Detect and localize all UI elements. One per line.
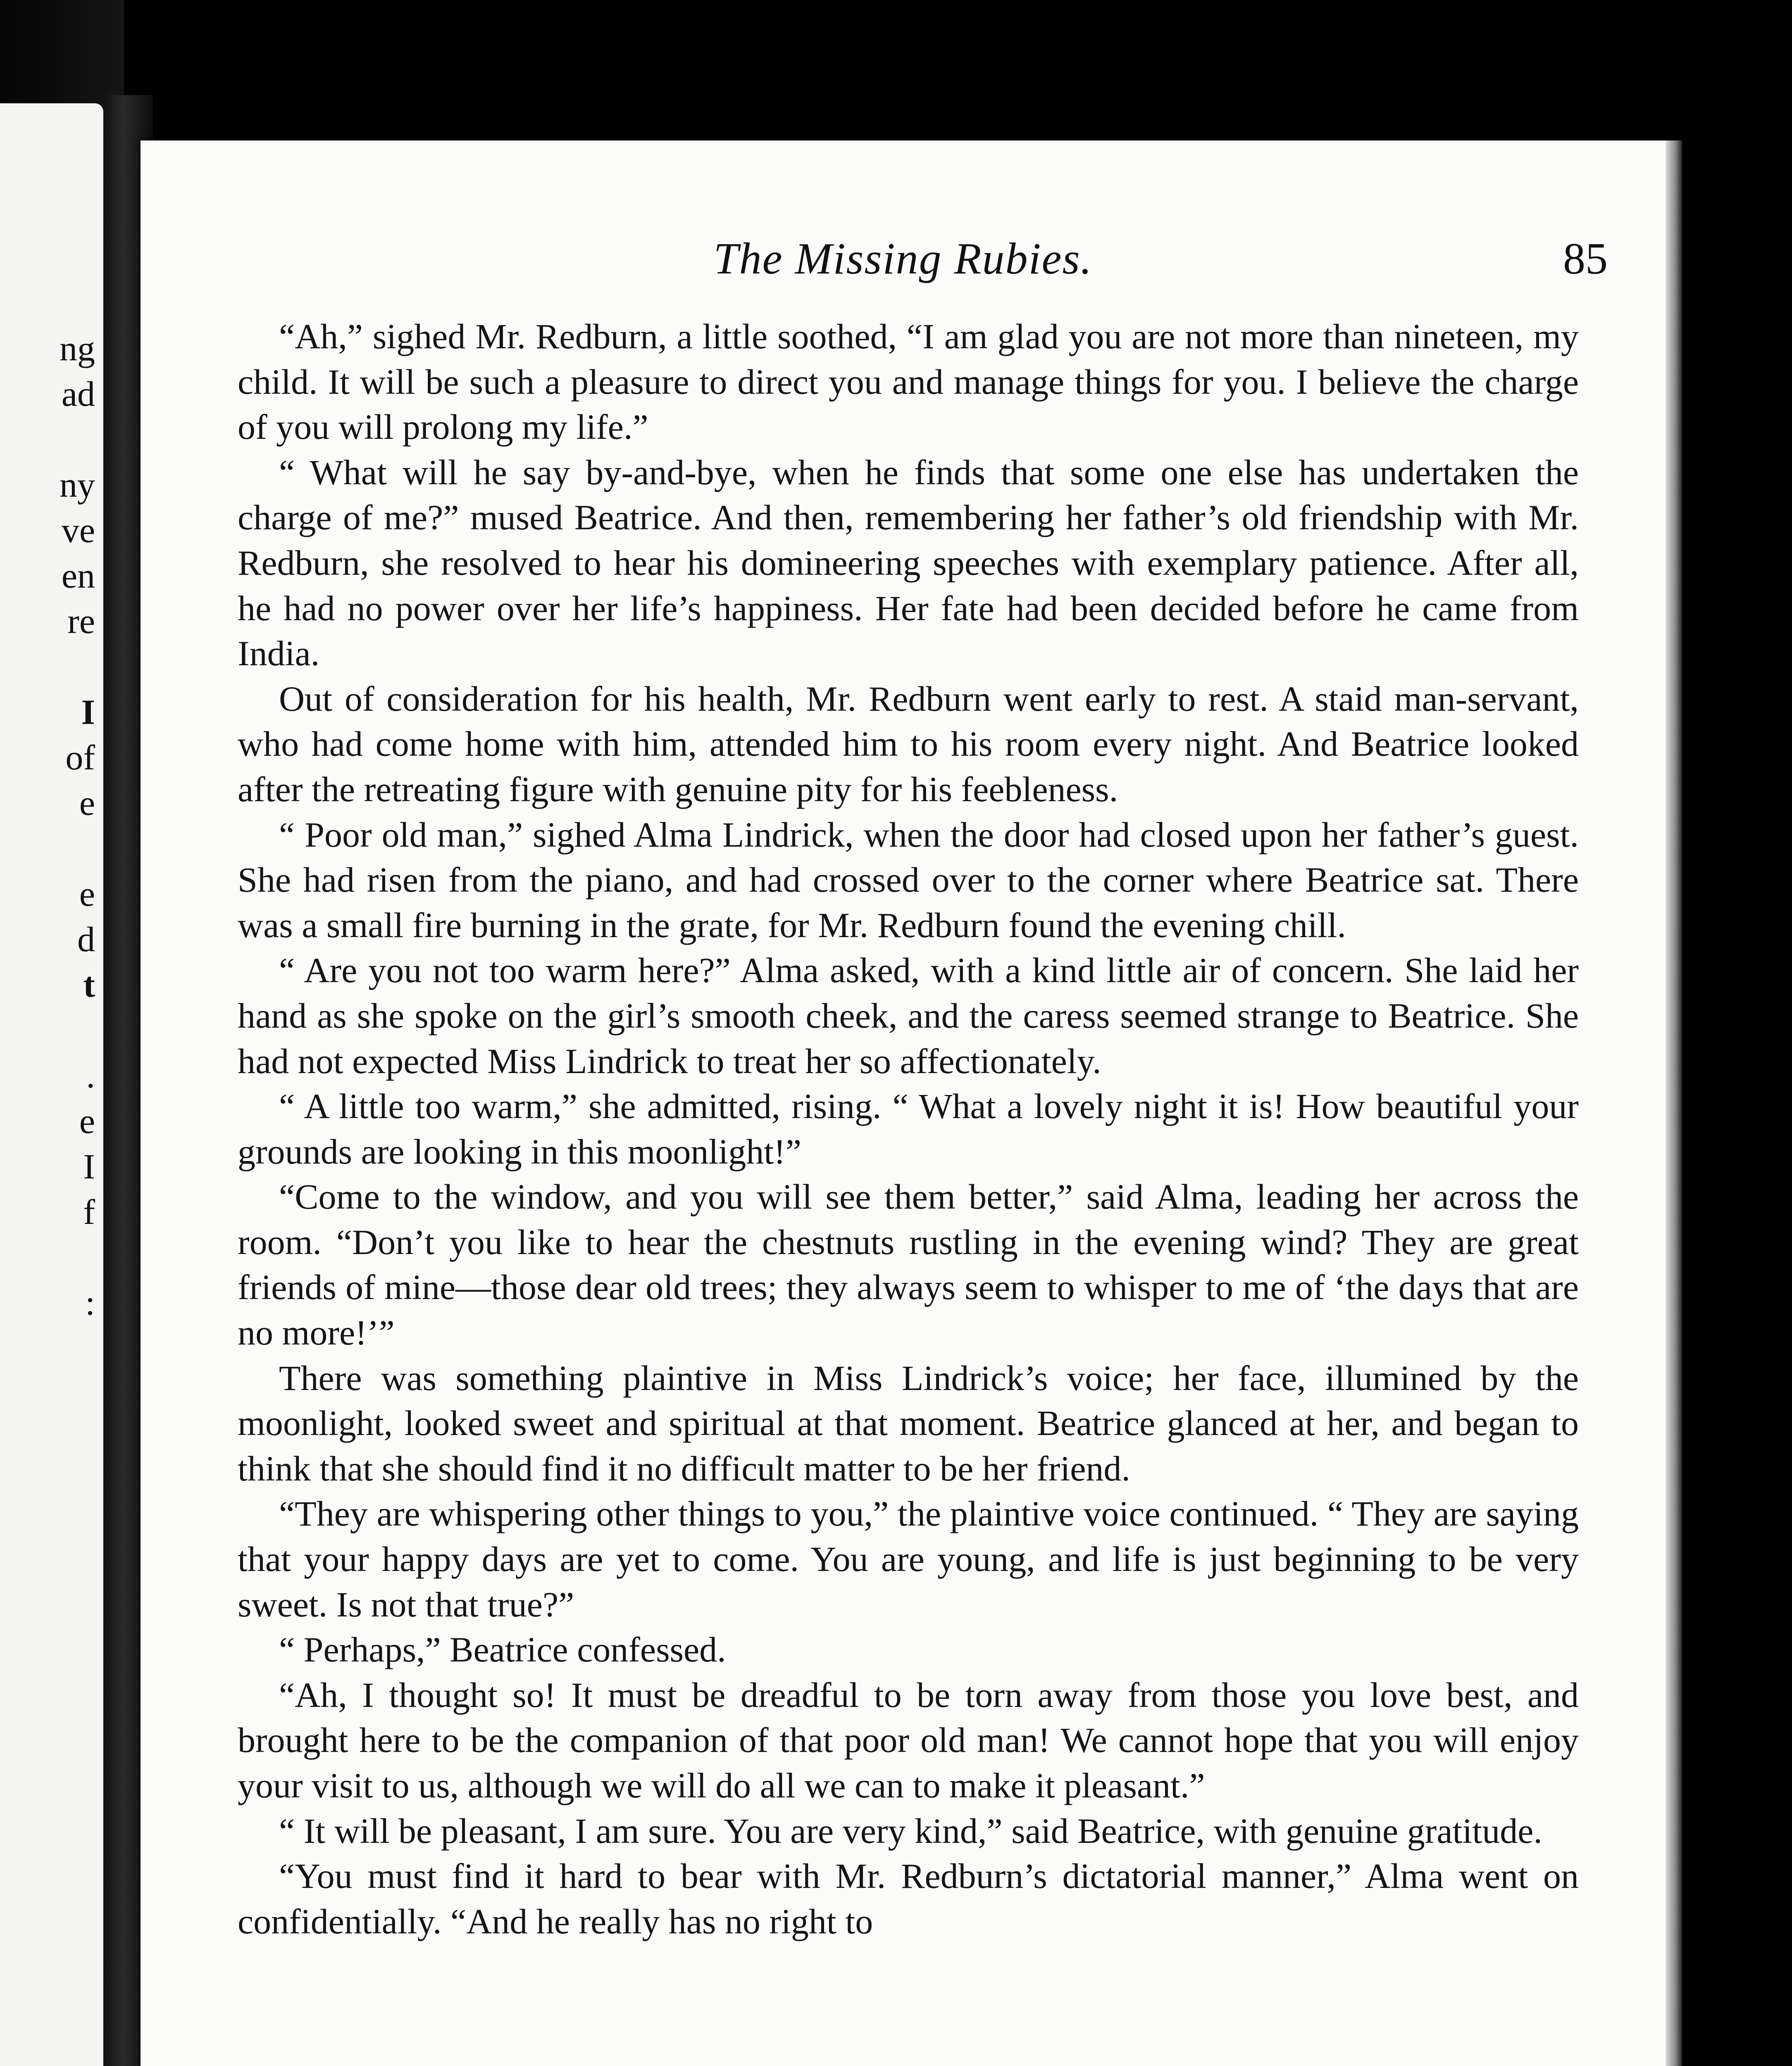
book-page bbox=[141, 140, 1666, 2066]
page-edge-shadow bbox=[1666, 140, 1682, 2066]
left-page-text: : bbox=[85, 1283, 95, 1323]
left-page-text: en bbox=[61, 556, 95, 595]
paragraph: “Come to the window, and you will see them better,” said Alma, leading her across the room. “Don’t you like to hear the chestnuts rustling in the evening wind? They are great friends of mine—those dear old trees; they always seem to whisper to me of ‘the days that are no more!’” bbox=[238, 1177, 1579, 1353]
left-page-text: f bbox=[83, 1192, 95, 1232]
paragraph: “ Are you not too warm here?” Alma asked, with a kind little air of concern. She laid her hand as she spoke on the girl’s smooth cheek, and the caress seemed strange to Beatrice. She had not expected Miss Lindrick to treat her so affectionately. bbox=[238, 950, 1579, 1081]
paragraph: “ Poor old man,” sighed Alma Lindrick, when the door had closed upon her father’s guest. She had risen from the piano, and had crossed over to the corner where Beatrice sat. There was a small fire burning in the grate, for Mr. Redburn found the evening chill. bbox=[238, 814, 1579, 945]
paragraph: “They are whispering other things to you,” the plaintive voice continued. “ They are saying that your happy days are yet to come. You are young, and life is just beginning to be very sweet. Is not that true?” bbox=[238, 1494, 1579, 1624]
left-page-text: e bbox=[79, 783, 95, 823]
left-page-text: ve bbox=[61, 510, 95, 550]
left-page-text: . bbox=[86, 1056, 95, 1095]
left-page-text: d bbox=[77, 919, 95, 959]
left-page-text: I bbox=[83, 1147, 95, 1186]
paragraph: “ What will he say by-and-bye, when he finds that some one else has undertaken the charge of me?” mused Beatrice. And then, remembering her father’s old friendship with Mr. Redburn, she resolved to hear his domineering speeches with exemplary patience. After all, he had no power over her life’s happiness. Her fate had been decided before he came from India. bbox=[238, 452, 1579, 674]
left-page-fragment bbox=[0, 103, 103, 2066]
left-page-text: t bbox=[83, 965, 95, 1004]
page-number: 85 bbox=[1563, 234, 1608, 283]
left-page-text: of bbox=[65, 738, 95, 777]
page-body bbox=[238, 314, 1579, 1944]
paragraph: “You must find it hard to bear with Mr. Redburn’s dictatorial manner,” Alma went on confidentially. “And he really has no right to bbox=[238, 1856, 1579, 1941]
left-page-text: e bbox=[79, 1101, 95, 1141]
left-page-text: e bbox=[79, 874, 95, 914]
paragraph: “ Perhaps,” Beatrice confessed. bbox=[279, 1630, 726, 1670]
left-page-text: I bbox=[81, 692, 95, 732]
paragraph: “Ah,” sighed Mr. Redburn, a little soothed, “I am glad you are not more than nineteen, my child. It will be such a pleasure to direct you and manage things for you. I believe the charge of you will prolong my life.” bbox=[238, 317, 1579, 447]
running-head: The Missing Rubies. bbox=[713, 234, 1093, 283]
paragraph: “ A little too warm,” she admitted, rising. “ What a lovely night it is! How beautiful your grounds are looking in this moonlight!” bbox=[238, 1086, 1579, 1171]
left-page-text: ad bbox=[61, 374, 95, 414]
paragraph: “ It will be pleasant, I am sure. You are very kind,” said Beatrice, with genuine gratitude. bbox=[279, 1811, 1542, 1851]
left-page-text: ny bbox=[60, 465, 95, 505]
left-page-text: ng bbox=[60, 328, 95, 368]
paragraph: Out of consideration for his health, Mr. Redburn went early to rest. A staid man-servant, who had come home with him, attended him to his room every night. And Beatrice looked after the retreating figure with genuine pity for his feebleness. bbox=[238, 678, 1579, 809]
paragraph: There was something plaintive in Miss Lindrick’s voice; her face, illumined by the moonlight, looked sweet and spiritual at that moment. Beatrice glanced at her, and began to think that she should find it no difficult matter to be her friend. bbox=[238, 1358, 1579, 1488]
left-page-text: re bbox=[67, 601, 95, 641]
paragraph: “Ah, I thought so! It must be dreadful to be torn away from those you love best, and brought here to be the companion of that poor old man! We cannot hope that you will enjoy your visit to us, although we will do all we can to make it pleasant.” bbox=[238, 1675, 1579, 1805]
